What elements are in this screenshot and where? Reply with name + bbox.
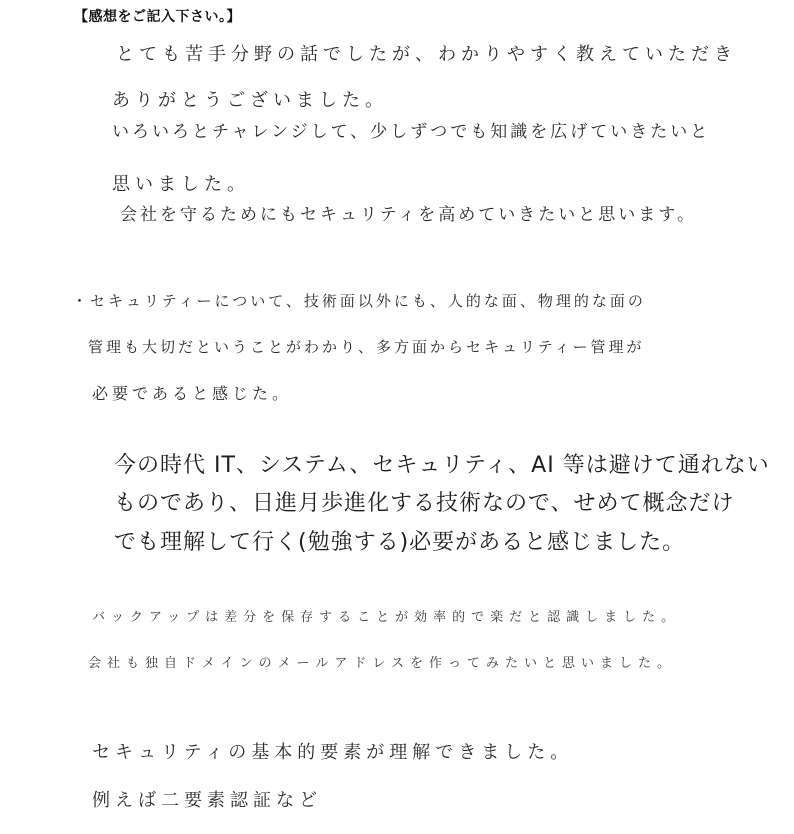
comment-2-line-2: 管理も大切だということがわかり、多方面からセキュリティー管理が: [88, 338, 645, 356]
comment-1-line-2: ありがとうございました。: [112, 90, 388, 111]
comment-2-line-3: 必要であると感じた。: [92, 384, 293, 403]
comment-5-line-1: セキュリティの基本的要素が理解できました。: [92, 742, 574, 763]
comment-3-line-1: 今の時代 IT、システム、セキュリティ、AI 等は避けて通れない: [114, 453, 770, 478]
comment-3-line-2: ものであり、日進月歩進化する技術なので、せめて概念だけ: [114, 491, 735, 516]
form-header: 【感想をご記入下さい。】: [74, 9, 241, 25]
comment-1-line-1: とても苦手分野の話でしたが、わかりやすく教えていただき: [116, 44, 737, 65]
comment-1-line-4: 思いました。: [112, 174, 250, 195]
comment-3-line-3: でも理解して行く(勉強する)必要があると感じました。: [114, 530, 686, 555]
comment-1-line-3: いろいろとチャレンジして、少しずつでも知識を広げていきたいと: [112, 122, 711, 142]
comment-1-line-5: 会社を守るためにもセキュリティを高めていきたいと思います。: [120, 205, 697, 225]
comment-2-line-1: ・セキュリティーについて、技術面以外にも、人的な面、物理的な面の: [72, 292, 646, 310]
comment-4-line-2: 会社も独自ドメインのメールアドレスを作ってみたいと思いました。: [88, 656, 676, 671]
comment-4-line-1: バックアップは差分を保存することが効率的で楽だと認識しました。: [92, 610, 681, 625]
comment-5-line-2: 例えば二要素認証など: [92, 790, 322, 811]
